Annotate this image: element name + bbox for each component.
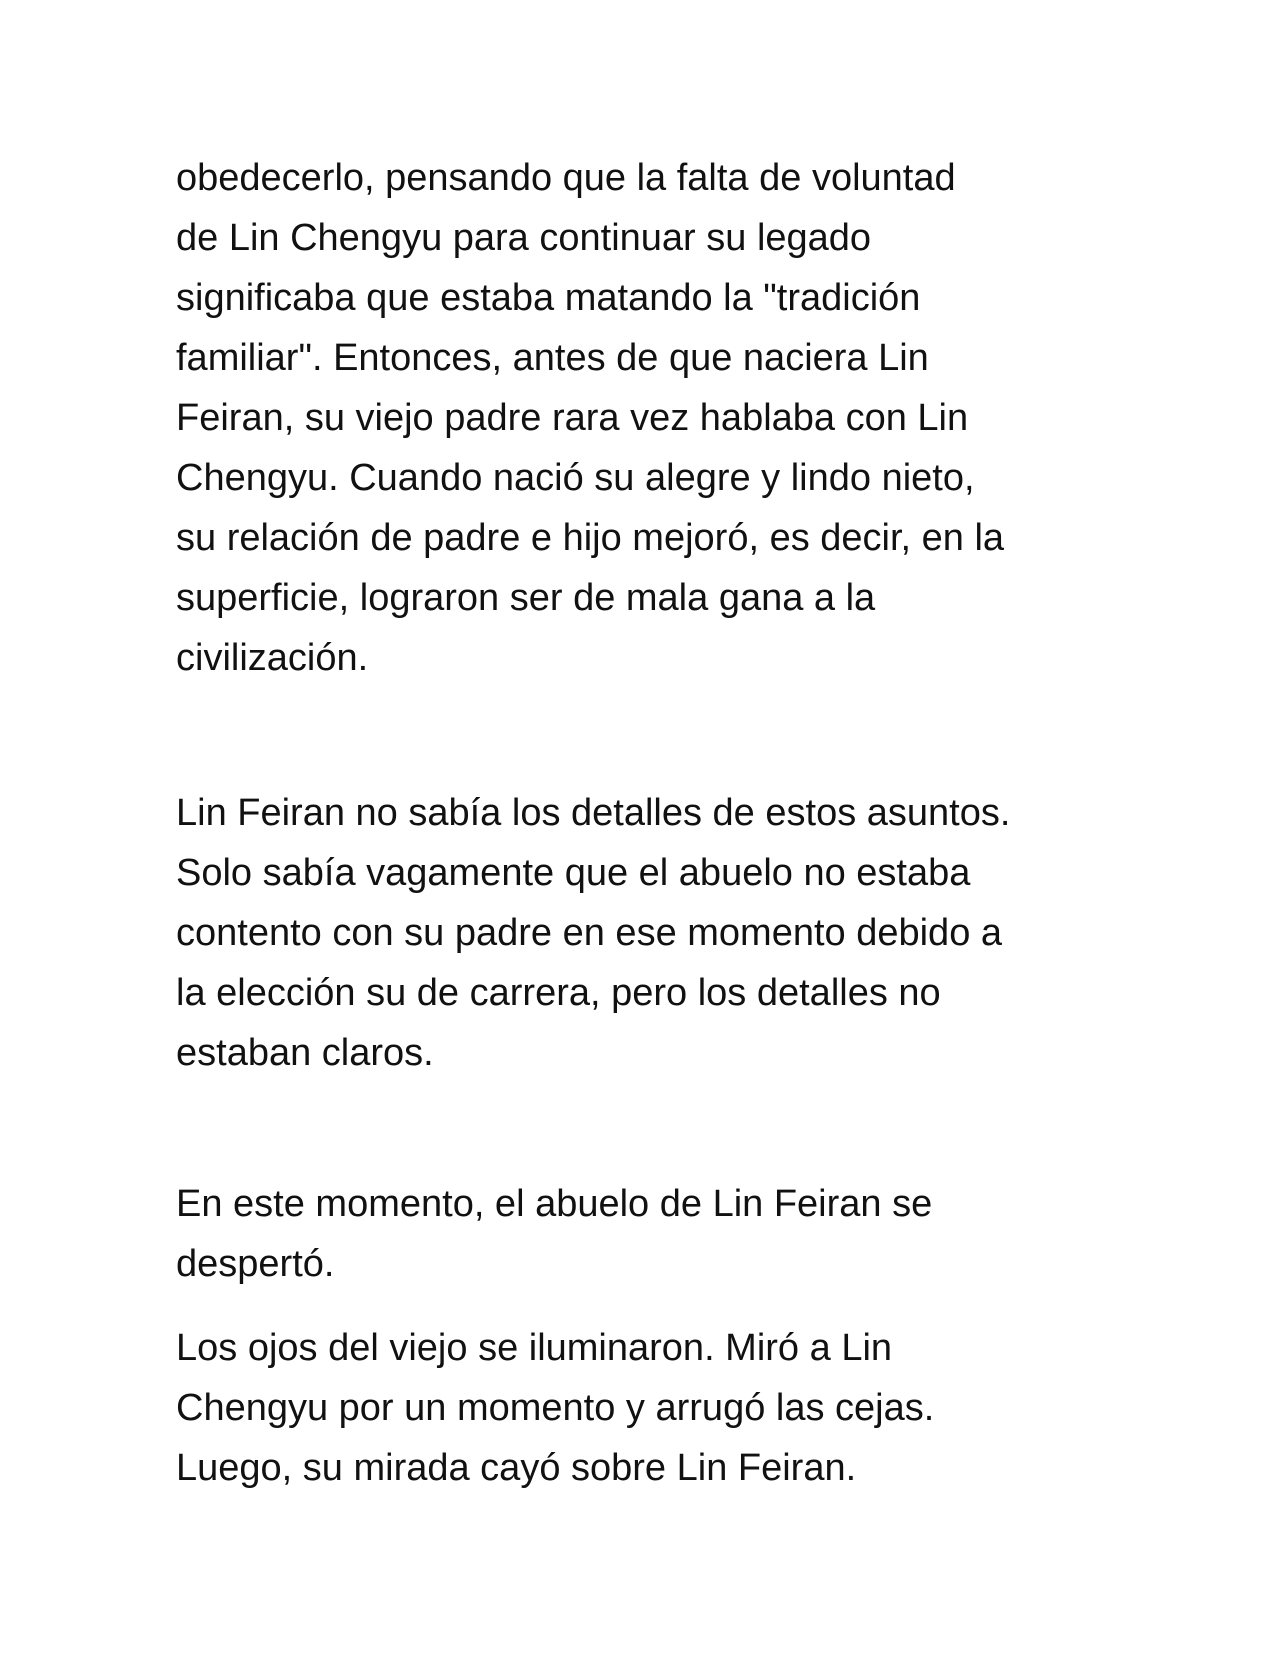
paragraph-line: Chengyu por un momento y arrugó las cejas.: [176, 1387, 935, 1429]
paragraph-line: su relación de padre e hijo mejoró, es decir, en la: [176, 517, 1005, 559]
paragraph-line: Luego, su mirada cayó sobre Lin Feiran.: [176, 1447, 857, 1489]
paragraph-2: [176, 783, 1116, 1083]
paragraph-line: la elección su de carrera, pero los detalles no: [176, 972, 941, 1014]
paragraph-line: Los ojos del viejo se iluminaron. Miró a Lin: [176, 1327, 893, 1369]
paragraph-line: Feiran, su viejo padre rara vez hablaba con Lin: [176, 397, 969, 439]
paragraph-line: despertó.: [176, 1243, 335, 1285]
paragraph-line: obedecerlo, pensando que la falta de voluntad: [176, 157, 956, 199]
paragraph-3: [176, 1174, 1116, 1294]
paragraph-line: Lin Feiran no sabía los detalles de estos asuntos.: [176, 792, 1011, 834]
paragraph-line: civilización.: [176, 637, 369, 679]
paragraph-line: significaba que estaba matando la "tradición: [176, 277, 921, 319]
paragraph-4: [176, 1318, 1116, 1498]
paragraph-line: familiar". Entonces, antes de que naciera Lin: [176, 337, 929, 379]
paragraph-1: [176, 148, 1116, 688]
paragraph-line: estaban claros.: [176, 1032, 434, 1074]
paragraph-line: Solo sabía vagamente que el abuelo no estaba: [176, 852, 971, 894]
paragraph-line: Chengyu. Cuando nació su alegre y lindo nieto,: [176, 457, 975, 499]
paragraph-line: En este momento, el abuelo de Lin Feiran se: [176, 1183, 933, 1225]
paragraph-line: superficie, lograron ser de mala gana a la: [176, 577, 876, 619]
paragraph-line: de Lin Chengyu para continuar su legado: [176, 217, 872, 259]
paragraph-line: contento con su padre en ese momento debido a: [176, 912, 1003, 954]
